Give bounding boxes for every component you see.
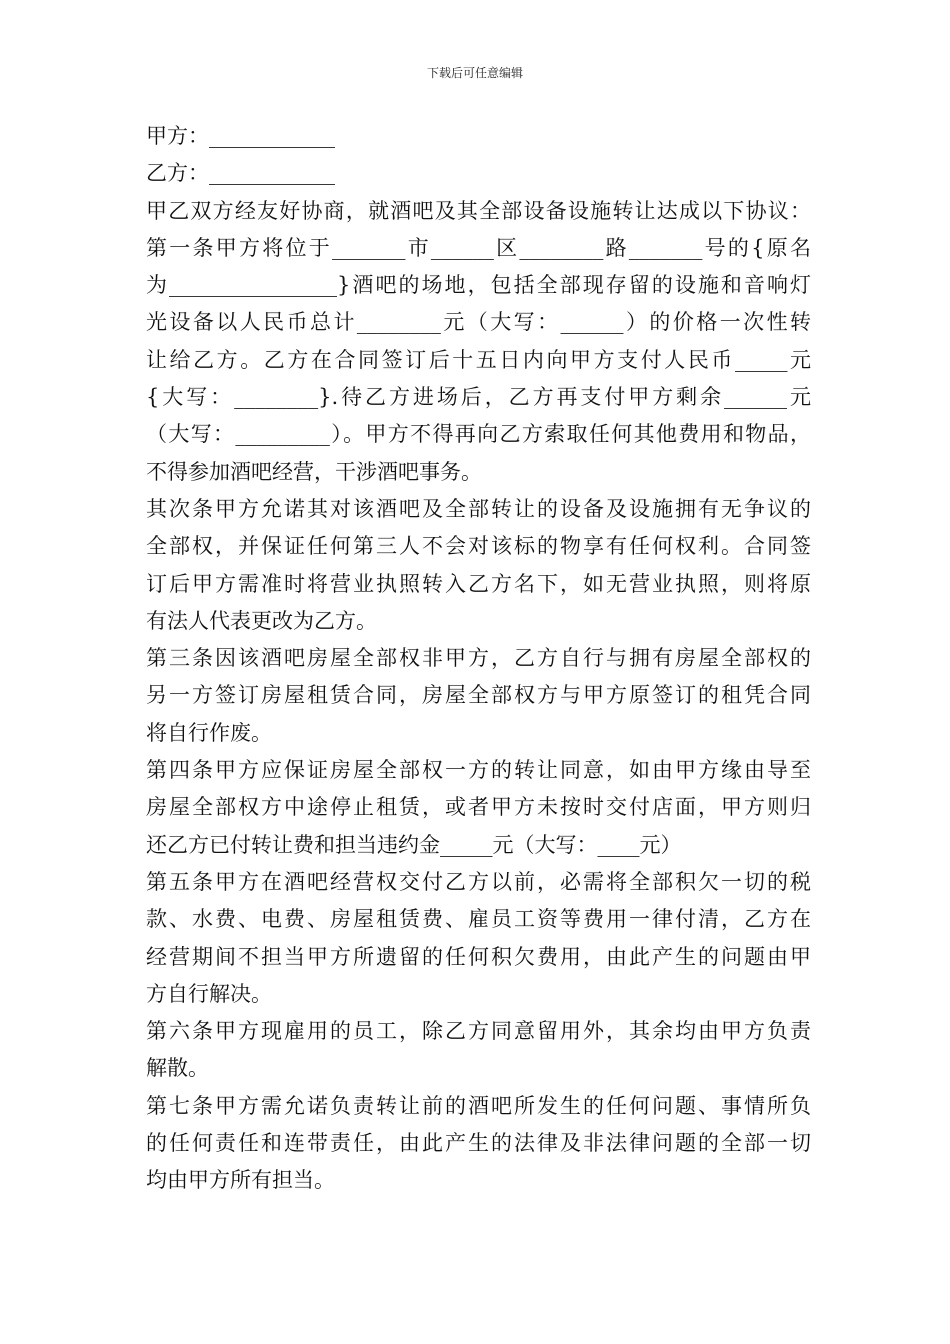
clause-1-line: 第一条甲方将位于_______市______区________路_______号的{原名 bbox=[146, 235, 811, 260]
clause-5-line: 款、水费、电费、房屋租赁费、雇员工资等费用一律付清，乙方在 bbox=[146, 907, 811, 932]
clause-1-line: {大写：________}.待乙方进场后，乙方再支付甲方剩余______元 bbox=[146, 385, 811, 410]
clause-4-line: 还乙方已付转让费和担当违约金_____元（大写：____元） bbox=[146, 832, 682, 857]
clause-5-line: 第五条甲方在酒吧经营权交付乙方以前，必需将全部积欠一切的税 bbox=[146, 869, 811, 894]
clause-1-line: 为________________}酒吧的场地，包括全部现存留的设施和音响灯 bbox=[146, 273, 811, 298]
clause-5-line: 方自行解决。 bbox=[146, 981, 272, 1006]
clause-2-line: 全部权，并保证任何第三人不会对该标的物享有任何权利。合同签 bbox=[146, 534, 811, 559]
clause-1-line: 不得参加酒吧经营，干涉酒吧事务。 bbox=[146, 459, 482, 484]
clause-4-line: 第四条甲方应保证房屋全部权一方的转让同意，如由甲方缘由导至 bbox=[146, 758, 811, 783]
clause-2-line: 其次条甲方允诺其对该酒吧及全部转让的设备及设施拥有无争议的 bbox=[146, 496, 811, 521]
party-a-line: 甲方：____________ bbox=[146, 124, 335, 148]
clause-3-line: 第三条因该酒吧房屋全部权非甲方，乙方自行与拥有房屋全部权的 bbox=[146, 646, 811, 671]
clause-5-line: 经营期间不担当甲方所遗留的任何积欠费用，由此产生的问题由甲 bbox=[146, 944, 811, 969]
clause-1-line: （大写：_________）。甲方不得再向乙方索取任何其他费用和物品， bbox=[146, 422, 811, 447]
clause-2-line: 订后甲方需准时将营业执照转入乙方名下，如无营业执照，则将原 bbox=[146, 571, 811, 596]
clause-3-line: 另一方签订房屋租赁合同，房屋全部权方与甲方原签订的租凭合同 bbox=[146, 683, 811, 708]
agreement-intro: 甲乙双方经友好协商，就酒吧及其全部设备设施转让达成以下协议： bbox=[146, 198, 811, 223]
clause-6-line: 解散。 bbox=[146, 1056, 209, 1081]
clause-3-line: 将自行作废。 bbox=[146, 720, 272, 745]
clause-7-line: 均由甲方所有担当。 bbox=[146, 1168, 335, 1193]
clause-1-line: 光设备以人民币总计________元（大写：______）的价格一次性转 bbox=[146, 310, 811, 335]
document-body bbox=[146, 118, 811, 1200]
clause-7-line: 的任何责任和连带责任，由此产生的法律及非法律问题的全部一切 bbox=[146, 1131, 811, 1156]
clause-1-line: 让给乙方。乙方在合同签订后十五日内向甲方支付人民币_____元 bbox=[146, 347, 811, 372]
clause-7-line: 第七条甲方需允诺负责转让前的酒吧所发生的任何问题、事情所负 bbox=[146, 1093, 811, 1118]
party-b-line: 乙方：____________ bbox=[146, 161, 335, 186]
clause-6-line: 第六条甲方现雇用的员工，除乙方同意留用外，其余均由甲方负责 bbox=[146, 1019, 811, 1044]
clause-2-line: 有法人代表更改为乙方。 bbox=[146, 608, 377, 633]
page-header: 下载后可任意编辑 bbox=[426, 66, 523, 80]
clause-4-line: 房屋全部权方中途停止租赁，或者甲方未按时交付店面，甲方则归 bbox=[146, 795, 811, 820]
